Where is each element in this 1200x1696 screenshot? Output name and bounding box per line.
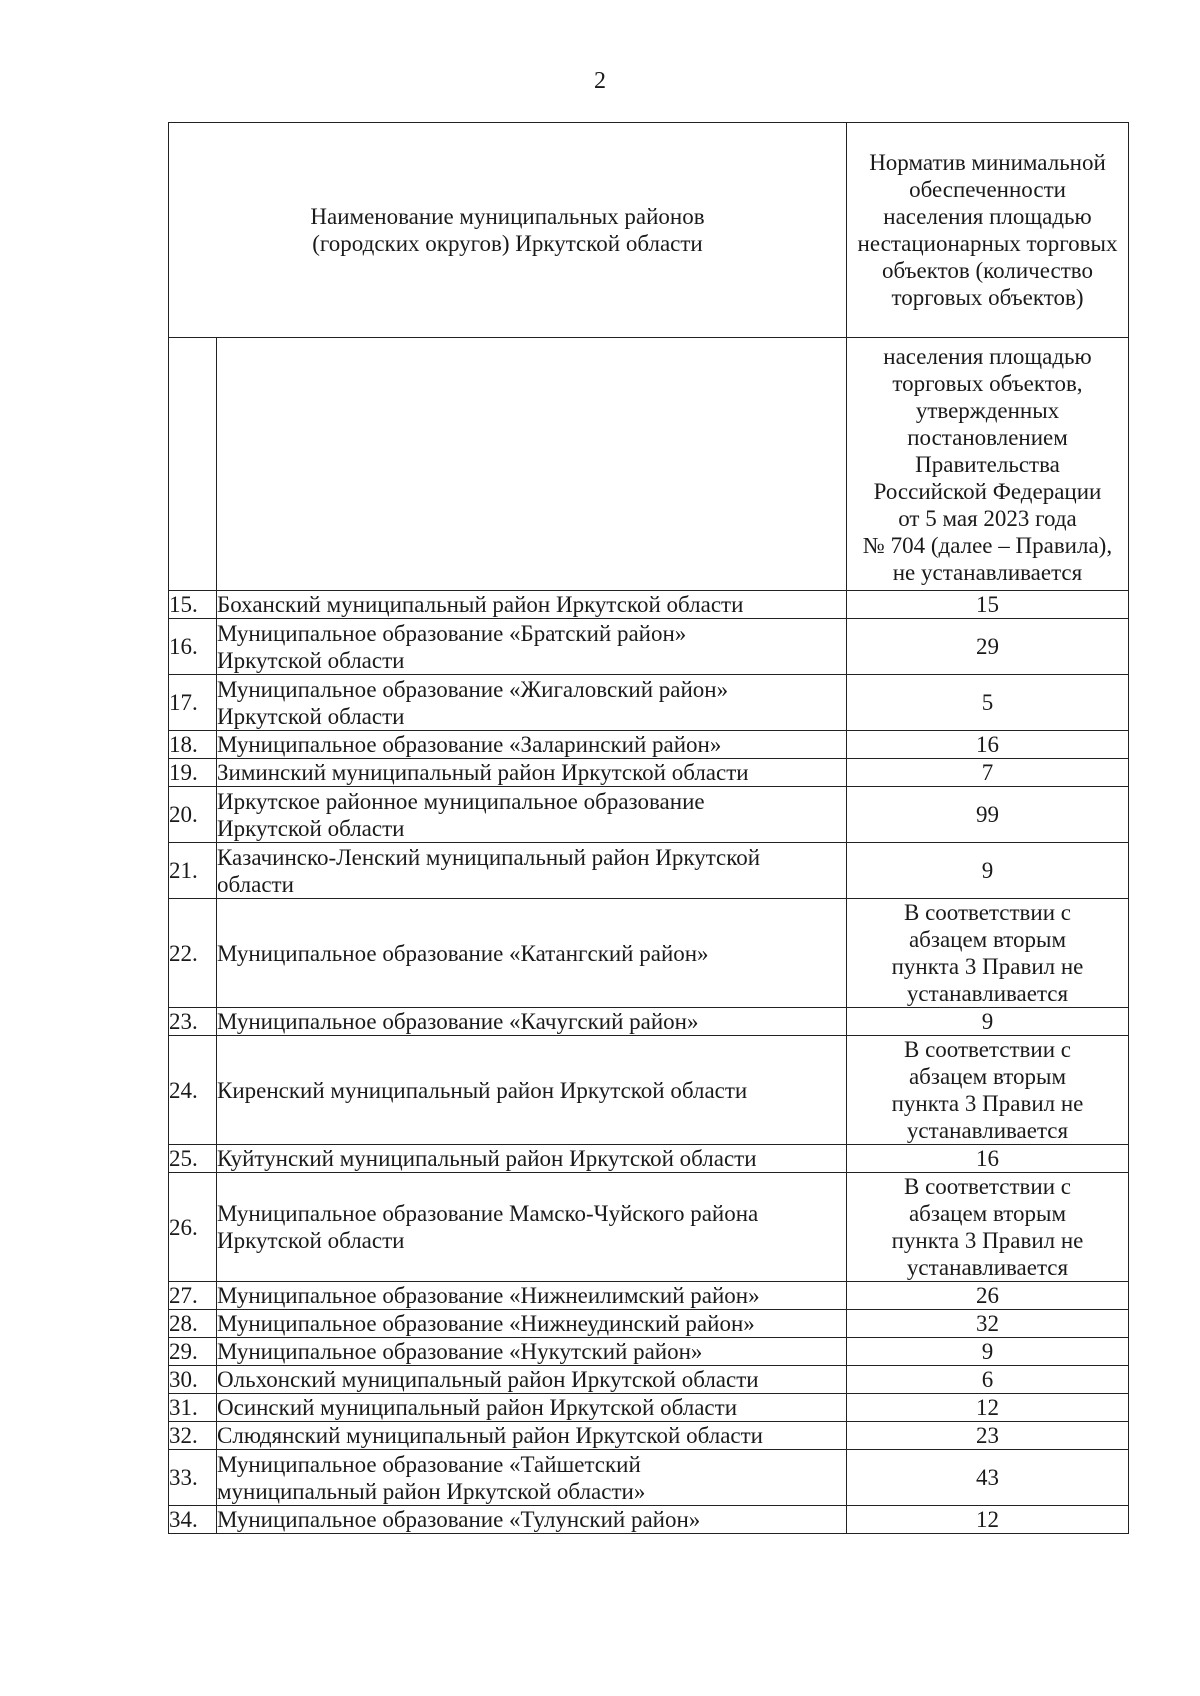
row-number: 28. [169,1310,217,1338]
row-value: 9 [847,843,1129,899]
row-number: 30. [169,1366,217,1394]
table-row [169,1506,1129,1534]
row-name: Муниципальное образование «Катангский район» [217,899,847,1008]
row-number: 19. [169,759,217,787]
table-row [169,787,1129,843]
row-name: Муниципальное образование «Жигаловский район» Иркутской области [217,675,847,731]
row-name: Муниципальное образование «Нижнеилимский район» [217,1282,847,1310]
row-value: В соответствии с абзацем вторым пункта 3 Правил не устанавливается [847,1036,1129,1145]
row-value: 9 [847,1338,1129,1366]
row-value: 16 [847,1145,1129,1173]
row-name: Ольхонский муниципальный район Иркутской области [217,1366,847,1394]
row-value: 12 [847,1506,1129,1534]
row-name: Муниципальное образование «Тайшетский муниципальный район Иркутской области» [217,1450,847,1506]
row-name: Зиминский муниципальный район Иркутской области [217,759,847,787]
table-row [169,675,1129,731]
row-number: 32. [169,1422,217,1450]
row-number: 33. [169,1450,217,1506]
row-number: 26. [169,1173,217,1282]
continuation-row [169,338,1129,591]
row-name: Муниципальное образование «Качугский район» [217,1008,847,1036]
row-value: 7 [847,759,1129,787]
row-value: 6 [847,1366,1129,1394]
row-name: Боханский муниципальный район Иркутской области [217,591,847,619]
row-name: Осинский муниципальный район Иркутской области [217,1394,847,1422]
page-number: 2 [594,68,606,94]
row-value: 12 [847,1394,1129,1422]
row-value: В соответствии с абзацем вторым пункта 3 Правил не устанавливается [847,1173,1129,1282]
table-row [169,1310,1129,1338]
row-number: 34. [169,1506,217,1534]
table-row [169,1282,1129,1310]
row-number: 27. [169,1282,217,1310]
table-row [169,843,1129,899]
table-row [169,899,1129,1008]
row-value: 43 [847,1450,1129,1506]
row-value: 26 [847,1282,1129,1310]
row-name: Киренский муниципальный район Иркутской области [217,1036,847,1145]
row-number: 20. [169,787,217,843]
row-value: 29 [847,619,1129,675]
table-row [169,1394,1129,1422]
row-value: 5 [847,675,1129,731]
row-number: 16. [169,619,217,675]
row-name: Казачинско-Ленский муниципальный район Иркутской области [217,843,847,899]
row-number: 15. [169,591,217,619]
header-name: Наименование муниципальных районов (городских округов) Иркутской области [310,204,705,256]
row-value: 99 [847,787,1129,843]
row-number: 17. [169,675,217,731]
table-row [169,619,1129,675]
row-name: Иркутское районное муниципальное образование Иркутской области [217,787,847,843]
table-row [169,1008,1129,1036]
table-row [169,1366,1129,1394]
row-number: 29. [169,1338,217,1366]
row-value: 9 [847,1008,1129,1036]
row-number: 21. [169,843,217,899]
row-name: Куйтунский муниципальный район Иркутской области [217,1145,847,1173]
row-name: Муниципальное образование Мамско-Чуйского района Иркутской области [217,1173,847,1282]
table-header-row [169,123,1129,338]
table-row [169,1036,1129,1145]
row-number: 22. [169,899,217,1008]
standards-table [168,122,1129,1534]
table-row [169,759,1129,787]
row-number: 18. [169,731,217,759]
row-name: Муниципальное образование «Заларинский район» [217,731,847,759]
row-name: Слюдянский муниципальный район Иркутской области [217,1422,847,1450]
row-name: Муниципальное образование «Нукутский район» [217,1338,847,1366]
row-name: Муниципальное образование «Братский район» Иркутской области [217,619,847,675]
table-row [169,1145,1129,1173]
row-number: 24. [169,1036,217,1145]
table-row [169,1422,1129,1450]
header-value: Норматив минимальной обеспеченности населения площадью нестационарных торговых объектов (количество торговых объектов) [857,150,1118,310]
row-value: 15 [847,591,1129,619]
row-value: 23 [847,1422,1129,1450]
row-value: 16 [847,731,1129,759]
continuation-value: населения площадью торговых объектов, утвержденных постановлением Правительства Российской Федерации от 5 мая 2023 года № 704 (далее – Правила), не устанавливается [847,338,1129,591]
table-row [169,1338,1129,1366]
table-row [169,591,1129,619]
table-row [169,1450,1129,1506]
row-name: Муниципальное образование «Тулунский район» [217,1506,847,1534]
row-value: 32 [847,1310,1129,1338]
row-number: 31. [169,1394,217,1422]
table-row [169,1173,1129,1282]
row-value: В соответствии с абзацем вторым пункта 3 Правил не устанавливается [847,899,1129,1008]
row-number: 23. [169,1008,217,1036]
row-name: Муниципальное образование «Нижнеудинский район» [217,1310,847,1338]
table-row [169,731,1129,759]
row-number: 25. [169,1145,217,1173]
